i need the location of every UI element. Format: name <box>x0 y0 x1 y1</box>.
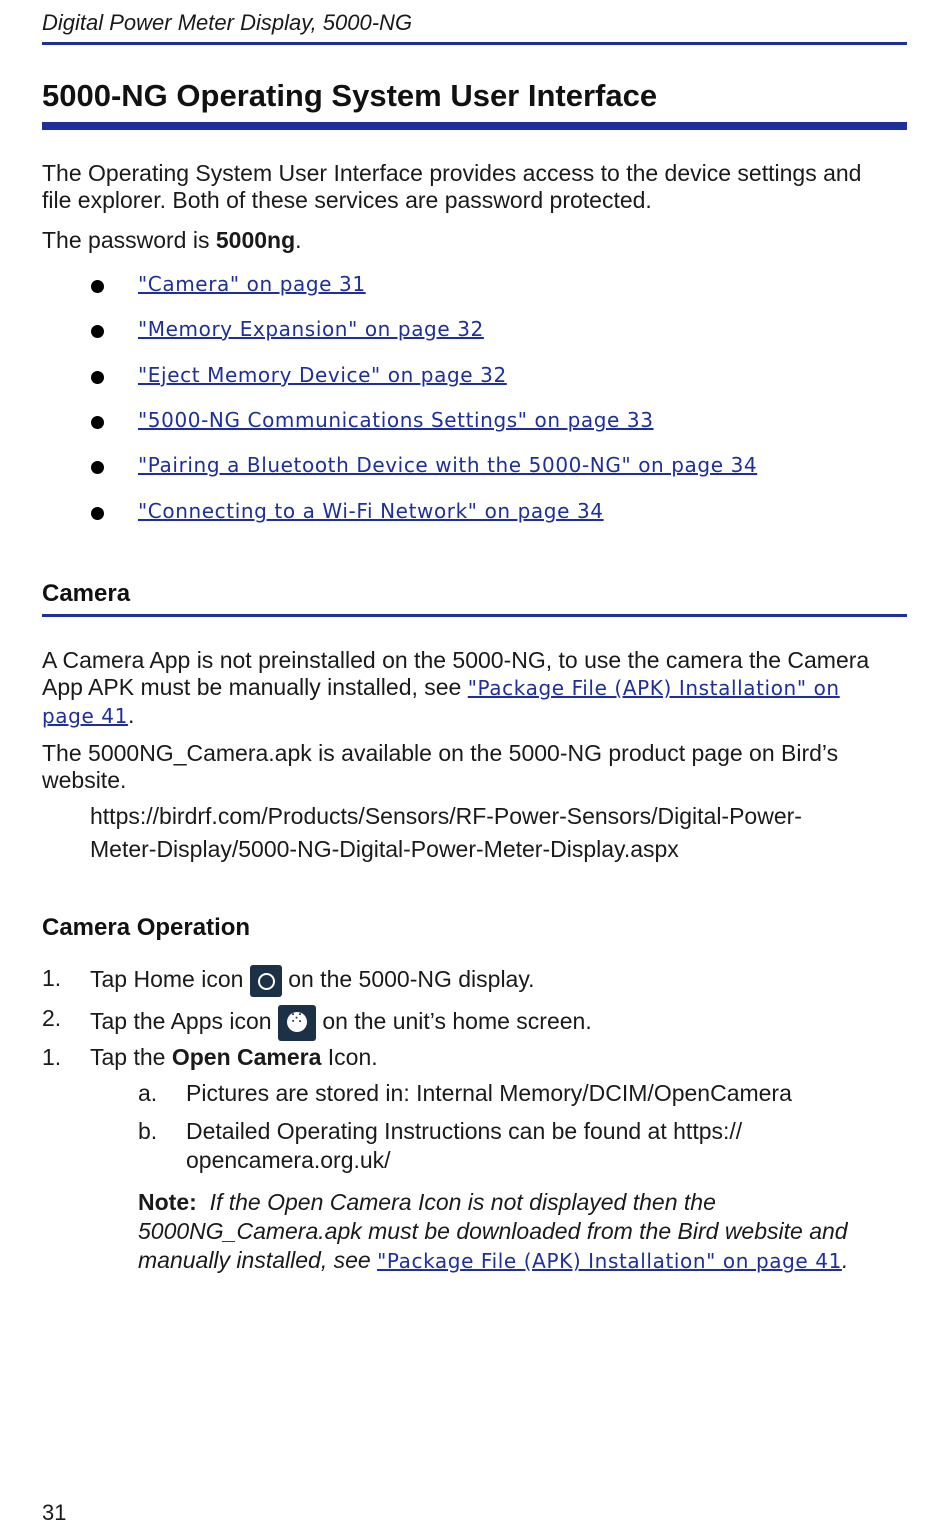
link-eject-memory-device[interactable]: "Eject Memory Device" on page 32 <box>138 363 507 387</box>
camera-paragraph-2 <box>42 740 907 794</box>
camera-heading: Camera <box>42 580 131 607</box>
link-communications-settings[interactable]: "5000-NG Communications Settings" on page 33 <box>138 408 654 432</box>
step-tap-apps <box>42 1005 907 1037</box>
intro-line-2: file explorer. Both of these services are password protected. <box>42 187 652 213</box>
product-page-url <box>90 800 890 866</box>
url-line-2: Meter-Display/5000-NG-Digital-Power-Meter-Display.aspx <box>90 836 679 862</box>
substep-text-line-2: opencamera.org.uk/ <box>186 1147 391 1173</box>
bullet-icon <box>91 325 104 338</box>
running-header: Digital Power Meter Display, 5000-NG <box>42 10 413 35</box>
camera-line-1: A Camera App is not preinstalled on the 5000-NG, to use the camera the Camera <box>42 647 870 673</box>
bullet-icon <box>91 280 104 293</box>
document-page <box>42 0 907 1525</box>
step-text <box>90 1044 378 1071</box>
camera-line-2 <box>42 674 907 702</box>
step-text <box>90 965 535 997</box>
section-title-rule <box>42 122 907 130</box>
link-camera[interactable]: "Camera" on page 31 <box>138 272 366 296</box>
camera-heading-rule <box>42 614 907 617</box>
page-number: 31 <box>42 1500 67 1525</box>
camera-line-3 <box>42 702 907 730</box>
note-apk-link[interactable]: "Package File (APK) Installation" on page 41 <box>377 1249 842 1273</box>
section-title: 5000-NG Operating System User Interface <box>42 78 658 113</box>
link-item <box>42 453 907 485</box>
step-number: 1. <box>42 965 62 991</box>
camera-operation-heading: Camera Operation <box>42 914 251 941</box>
password-prefix: The password is <box>42 227 216 253</box>
step-text-post: Icon. <box>321 1044 378 1070</box>
apps-icon <box>278 1005 316 1041</box>
substep-letter: a. <box>138 1080 158 1106</box>
apk-availability-line-2: website. <box>42 767 127 793</box>
substep-text <box>186 1117 886 1175</box>
link-item <box>42 317 907 349</box>
password-line <box>42 227 907 254</box>
note-label: Note: <box>138 1189 197 1215</box>
step-text-pre: Tap the Apps icon <box>90 1008 278 1035</box>
step-text-post: on the unit’s home screen. <box>315 1008 592 1035</box>
link-item <box>42 408 907 440</box>
note-text-3: manually installed, see <box>138 1247 378 1273</box>
password-suffix: . <box>295 227 302 253</box>
header-rule <box>42 42 907 45</box>
link-wifi-network[interactable]: "Connecting to a Wi-Fi Network" on page 34 <box>138 499 604 523</box>
note-line-3 <box>138 1246 908 1276</box>
password-value: 5000ng <box>215 227 296 253</box>
substep-storage <box>138 1079 898 1109</box>
link-item <box>42 363 907 395</box>
note-block <box>138 1188 908 1276</box>
note-suffix: . <box>841 1247 849 1273</box>
step-tap-open-camera <box>42 1044 907 1076</box>
camera-line-3-suffix: . <box>127 702 135 728</box>
home-icon <box>250 965 282 997</box>
apk-installation-link[interactable]: "Package File (APK) Installation" on <box>467 676 840 700</box>
apk-installation-link-page[interactable]: page 41 <box>42 704 128 728</box>
note-text-1: If the Open Camera Icon is not displayed then the <box>209 1189 716 1215</box>
note-line-2: 5000NG_Camera.apk must be downloaded from the Bird website and <box>138 1218 848 1244</box>
apps-dots-icon <box>287 1012 307 1032</box>
substep-text-line-1: Detailed Operating Instructions can be found at https:// <box>186 1118 743 1144</box>
intro-line-1: The Operating System User Interface provides access to the device settings and <box>42 160 862 186</box>
step-tap-home <box>42 965 907 997</box>
substep-text: Pictures are stored in: Internal Memory/DCIM/OpenCamera <box>186 1080 792 1106</box>
link-bluetooth-pairing[interactable]: "Pairing a Bluetooth Device with the 5000-NG" on page 34 <box>138 453 758 477</box>
step-text <box>90 1005 592 1041</box>
substep-instructions <box>138 1117 898 1177</box>
step-number: 2. <box>42 1005 62 1031</box>
step-number: 1. <box>42 1044 62 1070</box>
note-line-1 <box>138 1188 908 1217</box>
step-text-post: on the 5000-NG display. <box>281 966 535 993</box>
bullet-icon <box>91 507 104 520</box>
open-camera-label: Open Camera <box>171 1044 322 1070</box>
intro-paragraph <box>42 160 907 214</box>
link-item <box>42 499 907 531</box>
link-memory-expansion[interactable]: "Memory Expansion" on page 32 <box>138 317 484 341</box>
camera-paragraph-1 <box>42 647 907 730</box>
step-text-pre: Tap the <box>90 1044 172 1070</box>
substep-letter: b. <box>138 1118 158 1144</box>
apk-availability-line-1: The 5000NG_Camera.apk is available on the 5000-NG product page on Bird’s <box>42 740 839 766</box>
link-item <box>42 272 907 304</box>
bullet-icon <box>91 461 104 474</box>
bullet-icon <box>91 416 104 429</box>
url-line-1: https://birdrf.com/Products/Sensors/RF-Power-Sensors/Digital-Power- <box>90 803 802 829</box>
step-text-pre: Tap Home icon <box>90 966 250 993</box>
camera-line-2-text: App APK must be manually installed, see <box>42 674 468 700</box>
bullet-icon <box>91 371 104 384</box>
